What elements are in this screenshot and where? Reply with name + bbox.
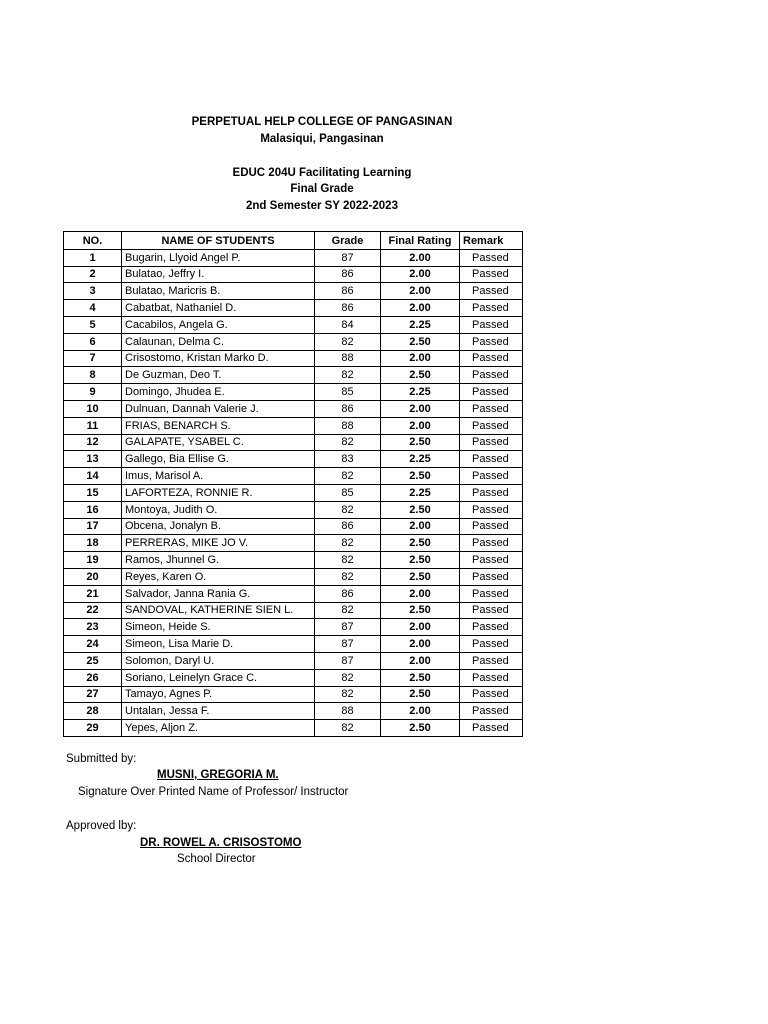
cell-student-name: FRIAS, BENARCH S. — [122, 417, 315, 434]
table-row — [64, 619, 523, 636]
cell-no: 13 — [64, 451, 122, 468]
cell-student-name: PERRERAS, MIKE JO V. — [122, 535, 315, 552]
cell-grade: 82 — [315, 552, 381, 569]
cell-grade: 82 — [315, 468, 381, 485]
col-header-name: NAME OF STUDENTS — [122, 232, 315, 250]
cell-remark: Passed — [460, 333, 523, 350]
cell-grade: 86 — [315, 400, 381, 417]
cell-student-name: Calaunan, Delma C. — [122, 333, 315, 350]
cell-no: 11 — [64, 417, 122, 434]
professor-name: MUSNI, GREGORIA M. — [157, 769, 279, 781]
cell-final-rating: 2.25 — [381, 451, 460, 468]
cell-student-name: De Guzman, Deo T. — [122, 367, 315, 384]
cell-final-rating: 2.50 — [381, 468, 460, 485]
cell-remark: Passed — [460, 720, 523, 737]
cell-student-name: Bulatao, Maricris B. — [122, 283, 315, 300]
cell-final-rating: 2.50 — [381, 535, 460, 552]
table-row — [64, 434, 523, 451]
director-name: DR. ROWEL A. CRISOSTOMO — [140, 837, 302, 849]
cell-no: 18 — [64, 535, 122, 552]
cell-final-rating: 2.50 — [381, 367, 460, 384]
approved-label: Approved lby: — [66, 820, 137, 832]
cell-no: 1 — [64, 249, 122, 266]
cell-remark: Passed — [460, 266, 523, 283]
cell-remark: Passed — [460, 350, 523, 367]
table-body — [64, 249, 523, 736]
cell-remark: Passed — [460, 367, 523, 384]
cell-final-rating: 2.50 — [381, 333, 460, 350]
table-row — [64, 669, 523, 686]
semester: 2nd Semester SY 2022-2023 — [246, 200, 398, 212]
cell-no: 19 — [64, 552, 122, 569]
cell-remark: Passed — [460, 568, 523, 585]
cell-no: 5 — [64, 316, 122, 333]
cell-no: 28 — [64, 703, 122, 720]
cell-no: 20 — [64, 568, 122, 585]
cell-remark: Passed — [460, 484, 523, 501]
cell-remark: Passed — [460, 518, 523, 535]
table-row — [64, 703, 523, 720]
cell-final-rating: 2.25 — [381, 316, 460, 333]
director-title: School Director — [177, 853, 256, 865]
cell-grade: 82 — [315, 434, 381, 451]
cell-grade: 84 — [315, 316, 381, 333]
cell-final-rating: 2.00 — [381, 283, 460, 300]
cell-final-rating: 2.50 — [381, 552, 460, 569]
table-row — [64, 249, 523, 266]
cell-no: 22 — [64, 602, 122, 619]
cell-student-name: Crisostomo, Kristan Marko D. — [122, 350, 315, 367]
cell-no: 7 — [64, 350, 122, 367]
cell-student-name: Reyes, Karen O. — [122, 568, 315, 585]
cell-final-rating: 2.00 — [381, 300, 460, 317]
cell-grade: 86 — [315, 266, 381, 283]
cell-student-name: Domingo, Jhudea E. — [122, 384, 315, 401]
cell-remark: Passed — [460, 384, 523, 401]
cell-student-name: Gallego, Bia Ellise G. — [122, 451, 315, 468]
cell-final-rating: 2.00 — [381, 518, 460, 535]
cell-no: 17 — [64, 518, 122, 535]
table-row — [64, 484, 523, 501]
cell-student-name: GALAPATE, YSABEL C. — [122, 434, 315, 451]
cell-student-name: Solomon, Daryl U. — [122, 652, 315, 669]
table-header-row — [64, 232, 523, 250]
table-row — [64, 266, 523, 283]
table-row — [64, 283, 523, 300]
cell-student-name: Cabatbat, Nathaniel D. — [122, 300, 315, 317]
cell-student-name: Soriano, Leinelyn Grace C. — [122, 669, 315, 686]
cell-remark: Passed — [460, 535, 523, 552]
college-location: Malasiqui, Pangasinan — [260, 133, 384, 145]
cell-grade: 82 — [315, 669, 381, 686]
cell-remark: Passed — [460, 468, 523, 485]
cell-grade: 88 — [315, 350, 381, 367]
cell-grade: 82 — [315, 720, 381, 737]
cell-final-rating: 2.50 — [381, 720, 460, 737]
cell-remark: Passed — [460, 619, 523, 636]
table-row — [64, 686, 523, 703]
cell-no: 2 — [64, 266, 122, 283]
cell-no: 29 — [64, 720, 122, 737]
table-row — [64, 350, 523, 367]
table-row — [64, 400, 523, 417]
cell-final-rating: 2.00 — [381, 585, 460, 602]
table-row — [64, 417, 523, 434]
cell-grade: 88 — [315, 703, 381, 720]
cell-no: 24 — [64, 636, 122, 653]
cell-final-rating: 2.50 — [381, 669, 460, 686]
cell-no: 14 — [64, 468, 122, 485]
cell-student-name: Bulatao, Jeffry I. — [122, 266, 315, 283]
cell-student-name: Cacabilos, Angela G. — [122, 316, 315, 333]
cell-no: 27 — [64, 686, 122, 703]
col-header-remark: Remark — [460, 232, 523, 250]
cell-final-rating: 2.50 — [381, 434, 460, 451]
table-row — [64, 451, 523, 468]
table-row — [64, 316, 523, 333]
cell-grade: 85 — [315, 384, 381, 401]
cell-remark: Passed — [460, 669, 523, 686]
cell-grade: 87 — [315, 619, 381, 636]
cell-no: 8 — [64, 367, 122, 384]
cell-final-rating: 2.00 — [381, 619, 460, 636]
cell-grade: 82 — [315, 501, 381, 518]
col-header-no: NO. — [64, 232, 122, 250]
cell-remark: Passed — [460, 434, 523, 451]
cell-grade: 82 — [315, 568, 381, 585]
cell-remark: Passed — [460, 686, 523, 703]
cell-no: 10 — [64, 400, 122, 417]
professor-caption: Signature Over Printed Name of Professor/ Instructor — [78, 786, 349, 798]
table-row — [64, 568, 523, 585]
cell-final-rating: 2.00 — [381, 400, 460, 417]
cell-grade: 88 — [315, 417, 381, 434]
cell-no: 15 — [64, 484, 122, 501]
cell-grade: 82 — [315, 333, 381, 350]
cell-final-rating: 2.00 — [381, 417, 460, 434]
cell-grade: 82 — [315, 686, 381, 703]
cell-grade: 86 — [315, 300, 381, 317]
cell-student-name: Montoya, Judith O. — [122, 501, 315, 518]
cell-no: 25 — [64, 652, 122, 669]
cell-student-name: LAFORTEZA, RONNIE R. — [122, 484, 315, 501]
grade-type: Final Grade — [290, 183, 354, 195]
college-name: PERPETUAL HELP COLLEGE OF PANGASINAN — [191, 116, 453, 128]
table-row — [64, 300, 523, 317]
cell-no: 6 — [64, 333, 122, 350]
cell-final-rating: 2.00 — [381, 652, 460, 669]
cell-remark: Passed — [460, 652, 523, 669]
table-row — [64, 720, 523, 737]
col-header-grade: Grade — [315, 232, 381, 250]
table-row — [64, 468, 523, 485]
table-row — [64, 333, 523, 350]
cell-grade: 86 — [315, 518, 381, 535]
cell-student-name: Ramos, Jhunnel G. — [122, 552, 315, 569]
cell-remark: Passed — [460, 300, 523, 317]
table-row — [64, 652, 523, 669]
table-row — [64, 602, 523, 619]
cell-final-rating: 2.25 — [381, 384, 460, 401]
table-row — [64, 552, 523, 569]
submitted-label: Submitted by: — [66, 753, 137, 765]
cell-grade: 87 — [315, 636, 381, 653]
cell-final-rating: 2.50 — [381, 686, 460, 703]
cell-grade: 82 — [315, 602, 381, 619]
cell-remark: Passed — [460, 703, 523, 720]
cell-final-rating: 2.00 — [381, 249, 460, 266]
cell-student-name: Tamayo, Agnes P. — [122, 686, 315, 703]
col-header-rating: Final Rating — [381, 232, 460, 250]
cell-student-name: Obcena, Jonalyn B. — [122, 518, 315, 535]
cell-no: 16 — [64, 501, 122, 518]
cell-remark: Passed — [460, 501, 523, 518]
cell-student-name: SANDOVAL, KATHERINE SIEN L. — [122, 602, 315, 619]
cell-student-name: Simeon, Heide S. — [122, 619, 315, 636]
cell-remark: Passed — [460, 316, 523, 333]
cell-no: 12 — [64, 434, 122, 451]
cell-grade: 87 — [315, 652, 381, 669]
cell-remark: Passed — [460, 400, 523, 417]
table-row — [64, 367, 523, 384]
cell-grade: 83 — [315, 451, 381, 468]
table-row — [64, 501, 523, 518]
cell-remark: Passed — [460, 451, 523, 468]
table-row — [64, 384, 523, 401]
table-row — [64, 585, 523, 602]
cell-student-name: Untalan, Jessa F. — [122, 703, 315, 720]
cell-remark: Passed — [460, 417, 523, 434]
cell-student-name: Salvador, Janna Rania G. — [122, 585, 315, 602]
table-row — [64, 535, 523, 552]
cell-grade: 82 — [315, 367, 381, 384]
cell-grade: 86 — [315, 283, 381, 300]
cell-no: 9 — [64, 384, 122, 401]
cell-remark: Passed — [460, 283, 523, 300]
table-row — [64, 518, 523, 535]
cell-remark: Passed — [460, 602, 523, 619]
cell-no: 23 — [64, 619, 122, 636]
cell-student-name: Bugarin, Llyoid Angel P. — [122, 249, 315, 266]
cell-student-name: Imus, Marisol A. — [122, 468, 315, 485]
table-row — [64, 636, 523, 653]
cell-final-rating: 2.25 — [381, 484, 460, 501]
cell-no: 3 — [64, 283, 122, 300]
cell-grade: 82 — [315, 535, 381, 552]
cell-final-rating: 2.50 — [381, 568, 460, 585]
cell-grade: 86 — [315, 585, 381, 602]
cell-final-rating: 2.00 — [381, 266, 460, 283]
cell-final-rating: 2.00 — [381, 703, 460, 720]
cell-no: 4 — [64, 300, 122, 317]
cell-student-name: Yepes, Aljon Z. — [122, 720, 315, 737]
grades-table — [63, 231, 523, 737]
cell-remark: Passed — [460, 249, 523, 266]
cell-remark: Passed — [460, 552, 523, 569]
cell-final-rating: 2.50 — [381, 501, 460, 518]
cell-final-rating: 2.00 — [381, 636, 460, 653]
course-title: EDUC 204U Facilitating Learning — [232, 167, 412, 179]
cell-grade: 85 — [315, 484, 381, 501]
cell-grade: 87 — [315, 249, 381, 266]
cell-remark: Passed — [460, 636, 523, 653]
cell-final-rating: 2.00 — [381, 350, 460, 367]
cell-student-name: Dulnuan, Dannah Valerie J. — [122, 400, 315, 417]
cell-no: 26 — [64, 669, 122, 686]
cell-remark: Passed — [460, 585, 523, 602]
cell-student-name: Simeon, Lisa Marie D. — [122, 636, 315, 653]
cell-final-rating: 2.50 — [381, 602, 460, 619]
cell-no: 21 — [64, 585, 122, 602]
